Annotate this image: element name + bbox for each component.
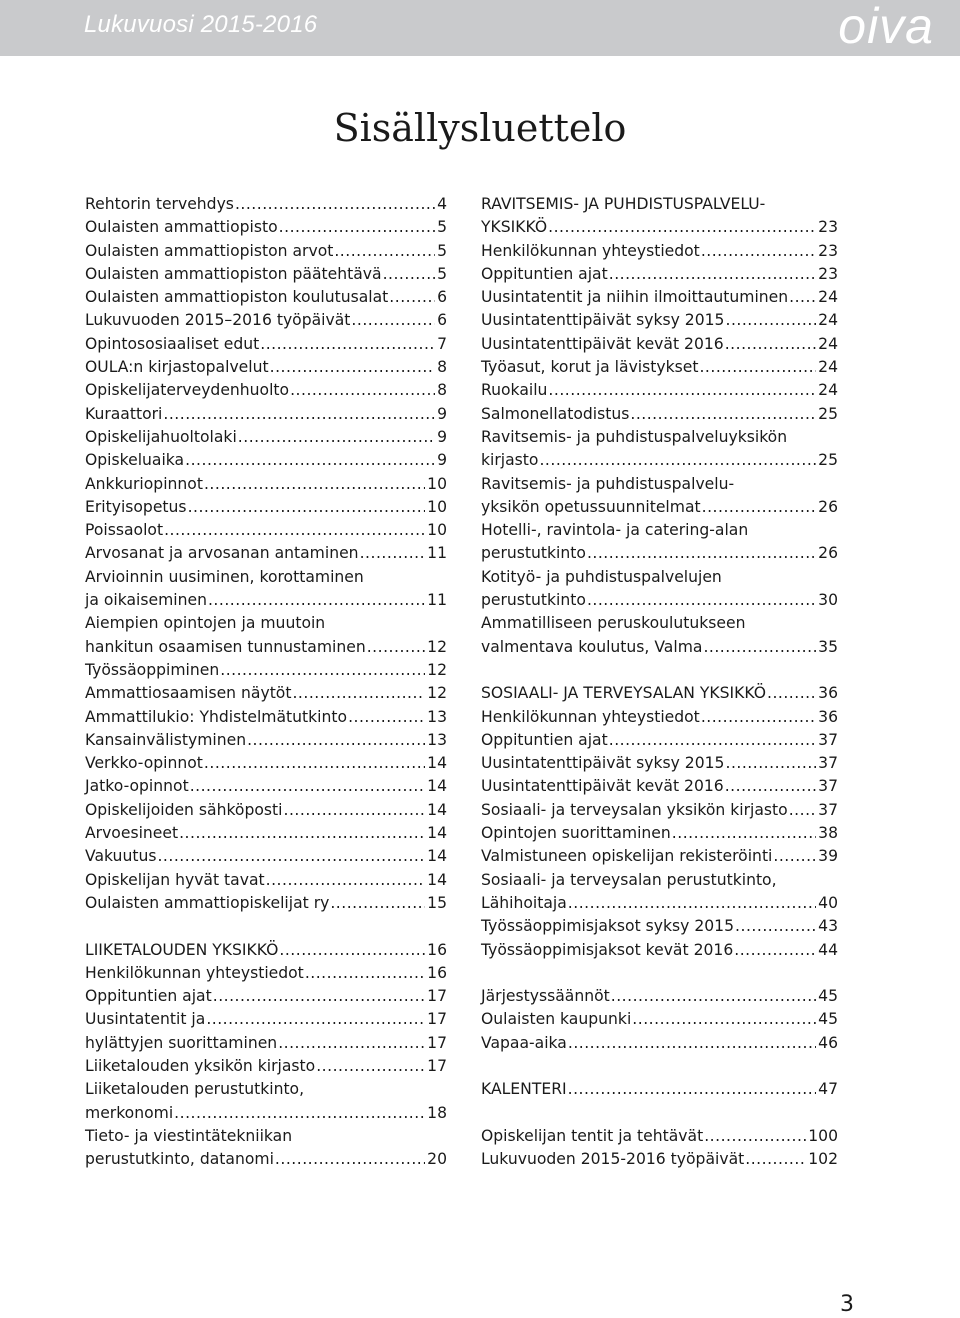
- toc-entry: [85, 682, 447, 705]
- toc-entry-line: Kotityö- ja puhdistuspalvelujen: [481, 567, 722, 586]
- toc-entry-title: Henkilökunnan yhteystiedot: [481, 241, 700, 260]
- toc-entry-title: Poissaolot: [85, 521, 164, 540]
- toc-leader-dots: [609, 729, 816, 752]
- toc-entry-page: 5: [437, 241, 447, 260]
- toc-entry-line: Aiempien opintojen ja muutoin: [85, 614, 326, 633]
- toc-entry-title: Arvoesineet: [85, 824, 179, 843]
- toc-entry: [481, 1032, 838, 1055]
- toc-leader-dots: [185, 449, 435, 472]
- toc-entry-page: 40: [818, 893, 838, 912]
- toc-entry-page: 7: [437, 334, 447, 353]
- toc-entry-title: Erityisopetus: [85, 497, 187, 516]
- toc-entry-page: 37: [818, 754, 838, 773]
- toc-leader-dots: [213, 985, 425, 1008]
- toc-entry-title: Vakuutus: [85, 847, 157, 866]
- toc-entry-title: Uusintatenttipäivät syksy 2015: [481, 311, 725, 330]
- toc-leader-dots: [548, 379, 816, 402]
- toc-entry: [85, 1102, 447, 1125]
- toc-spacer: [481, 659, 838, 682]
- toc-leader-dots: [275, 1148, 425, 1171]
- toc-leader-dots: [548, 216, 816, 239]
- toc-entry-page: 16: [427, 940, 447, 959]
- toc-entry-title: merkonomi: [85, 1103, 174, 1122]
- toc-entry-title: OULA:n kirjastopalvelut: [85, 358, 269, 377]
- toc-entry: [85, 333, 447, 356]
- toc-entry-page: 12: [427, 684, 447, 703]
- toc-entry: [85, 356, 447, 379]
- toc-leader-dots: [290, 379, 435, 402]
- toc-entry: [481, 286, 838, 309]
- toc-entry: [85, 1008, 447, 1031]
- toc-entry-line: Liiketalouden perustutkinto,: [85, 1080, 305, 1099]
- toc-leader-dots: [568, 1032, 816, 1055]
- toc-entry: [481, 216, 838, 239]
- toc-entry-line: Sosiaali- ja terveysalan perustutkinto,: [481, 870, 777, 889]
- toc-leader-dots: [351, 309, 435, 332]
- toc-leader-dots: [568, 892, 816, 915]
- toc-leader-dots: [611, 985, 816, 1008]
- toc-entry: [85, 729, 447, 752]
- toc-entry: [85, 752, 447, 775]
- toc-entry: [481, 892, 838, 915]
- toc-entry: [85, 962, 447, 985]
- toc-entry-title: SOSIAALI- JA TERVEYSALAN YKSIKKÖ: [481, 684, 766, 703]
- toc-entry-page: 47: [818, 1080, 838, 1099]
- toc-entry-page: 10: [427, 497, 447, 516]
- toc-leader-dots: [389, 286, 435, 309]
- toc-entry: [481, 589, 838, 612]
- toc-entry: [481, 682, 838, 705]
- page-header: [0, 0, 960, 56]
- toc-leader-dots: [701, 240, 816, 263]
- toc-entry-title: Kuraattori: [85, 404, 163, 423]
- toc-entry-title: KALENTERI: [481, 1080, 567, 1099]
- toc-entry-page: 100: [808, 1126, 838, 1145]
- toc-entry-title: Henkilökunnan yhteystiedot: [85, 963, 304, 982]
- toc-leader-dots: [316, 1055, 425, 1078]
- toc-entry-page: 26: [818, 544, 838, 563]
- toc-entry: [481, 636, 838, 659]
- toc-entry-title: Ammattilukio: Yhdistelmätutkinto: [85, 707, 348, 726]
- toc-leader-dots: [539, 449, 816, 472]
- toc-entry-title: Oppituntien ajat: [85, 987, 212, 1006]
- toc-entry-title: Opiskelijan hyvät tavat: [85, 870, 265, 889]
- toc-entry-page: 37: [818, 730, 838, 749]
- toc-entry: [85, 216, 447, 239]
- toc-leader-dots: [745, 1148, 806, 1171]
- toc-entry-title: Salmonellatodistus: [481, 404, 630, 423]
- toc-entry-page: 14: [427, 847, 447, 866]
- toc-entry: [481, 403, 838, 426]
- toc-entry-page: 5: [437, 218, 447, 237]
- toc-leader-dots: [701, 706, 816, 729]
- toc-entry-title: Lukuvuoden 2015–2016 työpäivät: [85, 311, 351, 330]
- toc-entry: [85, 822, 447, 845]
- toc-entry-page: 4: [437, 195, 447, 213]
- toc-leader-dots: [334, 240, 435, 263]
- toc-entry: [85, 775, 447, 798]
- toc-leader-dots: [734, 939, 816, 962]
- toc-entry: [85, 636, 447, 659]
- toc-spacer: [85, 915, 447, 938]
- toc-entry-page: 36: [818, 684, 838, 703]
- toc-leader-dots: [367, 636, 425, 659]
- toc-spacer: [481, 962, 838, 985]
- toc-entry-title: Lähihoitaja: [481, 893, 567, 912]
- toc-leader-dots: [702, 496, 817, 519]
- toc-entry: [85, 939, 447, 962]
- toc-leader-dots: [179, 822, 425, 845]
- toc-entry-title: ja oikaiseminen: [85, 591, 207, 610]
- toc-entry-page: 23: [818, 264, 838, 283]
- toc-entry-page: 37: [818, 777, 838, 796]
- toc-entry: [481, 729, 838, 752]
- toc-entry: [85, 985, 447, 1008]
- toc-entry-page: 44: [818, 940, 838, 959]
- toc-leader-dots: [278, 1032, 425, 1055]
- toc-leader-dots: [704, 1125, 806, 1148]
- toc-entry-page: 36: [818, 707, 838, 726]
- toc-entry-title: Uusintatentit ja: [85, 1010, 206, 1029]
- toc-entry-page: 8: [437, 381, 447, 400]
- toc-entry: [85, 240, 447, 263]
- header-year-label: Lukuvuosi 2015-2016: [84, 11, 318, 38]
- toc-entry: [481, 706, 838, 729]
- toc-entry-title: Työssäoppiminen: [85, 660, 220, 679]
- toc-leader-dots: [789, 286, 816, 309]
- toc-entry-page: 25: [818, 404, 838, 423]
- toc-entry: [85, 845, 447, 868]
- toc-leader-dots: [568, 1078, 817, 1101]
- toc-entry-title: Opiskelijahuoltolaki: [85, 427, 237, 446]
- toc-leader-dots: [270, 356, 435, 379]
- toc-entry: [85, 309, 447, 332]
- toc-entry-page: 23: [818, 241, 838, 260]
- toc-leader-dots: [672, 822, 816, 845]
- toc-leader-dots: [188, 496, 426, 519]
- toc-entry: [481, 752, 838, 775]
- toc-leader-dots: [279, 216, 435, 239]
- toc-entry-title: Työssäoppimisjaksot kevät 2016: [481, 940, 734, 959]
- toc-entry-title: perustutkinto: [481, 591, 586, 610]
- toc-entry-title: yksikön opetussuunnitelmat: [481, 497, 701, 516]
- toc-entry-title: Lukuvuoden 2015-2016 työpäivät: [481, 1150, 745, 1169]
- toc-entry: [85, 519, 447, 542]
- toc-leader-dots: [330, 892, 425, 915]
- toc-leader-dots: [208, 589, 425, 612]
- toc-entry: [85, 1148, 447, 1171]
- toc-entry-page: 25: [818, 451, 838, 470]
- toc-entry-page: 16: [427, 963, 447, 982]
- toc-entry: [85, 706, 447, 729]
- toc-leader-dots: [725, 333, 816, 356]
- toc-entry: [85, 286, 447, 309]
- toc-entry-page: 6: [437, 288, 447, 307]
- toc-leader-dots: [632, 1008, 816, 1031]
- toc-entry-page: 43: [818, 917, 838, 936]
- toc-leader-dots: [247, 729, 425, 752]
- toc-leader-dots: [587, 589, 816, 612]
- toc-entry-page: 20: [427, 1150, 447, 1169]
- toc-entry: [85, 403, 447, 426]
- toc-entry-title: Uusintatentit ja niihin ilmoittautuminen: [481, 288, 789, 307]
- toc-entry: [85, 799, 447, 822]
- toc-leader-dots: [725, 309, 816, 332]
- toc-entry-line: Hotelli-, ravintola- ja catering-alan: [481, 521, 749, 540]
- toc-entry: [481, 449, 838, 472]
- toc-leader-dots: [260, 333, 435, 356]
- toc-entry-title: valmentava koulutus, Valma: [481, 637, 703, 656]
- toc-entry-title: Ruokailu: [481, 381, 548, 400]
- toc-entry: [481, 356, 838, 379]
- toc-left-column: [85, 193, 447, 1171]
- toc-entry-page: 37: [818, 800, 838, 819]
- toc-entry: [481, 263, 838, 286]
- toc-entry-page: 30: [818, 591, 838, 610]
- toc-entry: [85, 589, 447, 612]
- toc-entry: [481, 915, 838, 938]
- toc-entry-page: 14: [427, 824, 447, 843]
- toc-entry: [85, 379, 447, 402]
- toc-entry-page: 11: [427, 544, 447, 563]
- toc-leader-dots: [383, 263, 436, 286]
- toc-entry-page: 9: [437, 427, 447, 446]
- brand-logo: oiva: [838, 0, 934, 54]
- toc-entry-title: Opiskelijoiden sähköposti: [85, 800, 283, 819]
- toc-entry-page: 26: [818, 497, 838, 516]
- toc-entry-page: 17: [427, 987, 447, 1006]
- toc-entry-title: YKSIKKÖ: [481, 218, 548, 237]
- toc-entry: [481, 775, 838, 798]
- toc-leader-dots: [703, 636, 816, 659]
- toc-entry-title: Jatko-opinnot: [85, 777, 189, 796]
- toc-entry-title: Uusintatenttipäivät kevät 2016: [481, 334, 724, 353]
- toc-entry-line: Tieto- ja viestintätekniikan: [85, 1126, 293, 1145]
- toc-entry: [85, 542, 447, 565]
- toc-entry-title: perustutkinto: [481, 544, 586, 563]
- toc-leader-dots: [279, 939, 425, 962]
- toc-entry-line: Ravitsemis- ja puhdistuspalveluyksikön: [481, 427, 788, 446]
- toc-leader-dots: [238, 426, 435, 449]
- toc-entry-page: 17: [427, 1056, 447, 1075]
- toc-entry: [481, 822, 838, 845]
- toc-entry-page: 13: [427, 730, 447, 749]
- toc-entry-title: Ammattiosaamisen näytöt: [85, 684, 292, 703]
- toc-spacer: [481, 1055, 838, 1078]
- toc-entry-page: 12: [427, 637, 447, 656]
- toc-entry-title: Oulaisten ammattiopisto: [85, 218, 278, 237]
- toc-entry-line: Ravitsemis- ja puhdistuspalvelu-: [481, 474, 735, 493]
- toc-entry-title: Rehtorin tervehdys: [85, 195, 234, 213]
- toc-entry: [85, 892, 447, 915]
- toc-entry-title: Verkko-opinnot: [85, 754, 203, 773]
- toc-entry-page: 24: [818, 358, 838, 377]
- toc-entry-title: Oppituntien ajat: [481, 730, 608, 749]
- toc-entry-page: 102: [808, 1150, 838, 1169]
- toc-entry-title: kirjasto: [481, 451, 539, 470]
- toc-entry: [481, 1008, 838, 1031]
- toc-entry-title: Uusintatenttipäivät syksy 2015: [481, 754, 725, 773]
- toc-entry: [481, 333, 838, 356]
- toc-entry-title: Oulaisten ammattiopiston päätehtävä: [85, 264, 382, 283]
- toc-entry-page: 14: [427, 777, 447, 796]
- toc-entry-title: Työssäoppimisjaksot syksy 2015: [481, 917, 735, 936]
- toc-leader-dots: [204, 473, 425, 496]
- toc-entry-title: Sosiaali- ja terveysalan yksikön kirjasto: [481, 800, 788, 819]
- toc-entry-page: 24: [818, 334, 838, 353]
- toc-entry-page: 12: [427, 660, 447, 679]
- toc-entry-title: hylättyjen suorittaminen: [85, 1033, 278, 1052]
- toc-entry: [481, 799, 838, 822]
- toc-entry-page: 6: [437, 311, 447, 330]
- toc-entry-page: 38: [818, 824, 838, 843]
- toc-entry-page: 13: [427, 707, 447, 726]
- toc-leader-dots: [725, 752, 816, 775]
- toc-entry: [481, 845, 838, 868]
- toc-entry-page: 18: [427, 1103, 447, 1122]
- toc-leader-dots: [348, 706, 425, 729]
- toc-entry-title: Oulaisten ammattiopiston koulutusalat: [85, 288, 389, 307]
- toc-spacer: [481, 1102, 838, 1125]
- toc-entry: [85, 473, 447, 496]
- toc-leader-dots: [587, 542, 816, 565]
- toc-entry-title: Opiskelijan tentit ja tehtävät: [481, 1126, 704, 1145]
- toc-entry: [481, 379, 838, 402]
- toc-entry-page: 46: [818, 1033, 838, 1052]
- toc-leader-dots: [204, 752, 425, 775]
- toc-entry-title: perustutkinto, datanomi: [85, 1150, 274, 1169]
- toc-entry: [481, 985, 838, 1008]
- toc-leader-dots: [767, 682, 816, 705]
- toc-entry-title: Työasut, korut ja lävistykset: [481, 358, 699, 377]
- toc-entry-title: Kansainvälistyminen: [85, 730, 247, 749]
- toc-entry: [85, 496, 447, 519]
- toc-entry-line: Ammatilliseen peruskoulutukseen: [481, 614, 746, 633]
- toc-entry: [85, 263, 447, 286]
- toc-entry-page: 35: [818, 637, 838, 656]
- toc-entry-title: Järjestyssäännöt: [481, 987, 610, 1006]
- toc-entry-page: 14: [427, 800, 447, 819]
- toc-entry-page: 14: [427, 754, 447, 773]
- toc-entry-page: 24: [818, 311, 838, 330]
- toc-leader-dots: [190, 775, 425, 798]
- toc-leader-dots: [735, 915, 816, 938]
- toc-entry: [481, 542, 838, 565]
- toc-leader-dots: [284, 799, 426, 822]
- toc-entry-title: Oulaisten ammattiopiskelijat ry: [85, 893, 330, 912]
- toc-entry-page: 17: [427, 1010, 447, 1029]
- toc-leader-dots: [163, 403, 435, 426]
- toc-entry-page: 5: [437, 264, 447, 283]
- page-title: Sisällysluettelo: [333, 106, 627, 150]
- toc-entry-page: 24: [818, 288, 838, 307]
- toc-entry: [481, 1078, 838, 1101]
- toc-entry-page: 45: [818, 987, 838, 1006]
- toc-entry: [481, 496, 838, 519]
- toc-leader-dots: [630, 403, 816, 426]
- toc-entry-line: Arvioinnin uusiminen, korottaminen: [85, 567, 364, 586]
- toc-entry: [481, 939, 838, 962]
- toc-entry-line: RAVITSEMIS- JA PUHDISTUSPALVELU-: [481, 195, 766, 213]
- toc-entry-page: 10: [427, 474, 447, 493]
- toc-entry-page: 17: [427, 1033, 447, 1052]
- toc-entry-title: Oulaisten kaupunki: [481, 1010, 632, 1029]
- toc-entry-page: 15: [427, 893, 447, 912]
- toc-leader-dots: [699, 356, 816, 379]
- toc-entry-title: Valmistuneen opiskelijan rekisteröinti: [481, 847, 773, 866]
- toc-entry-title: Opiskeluaika: [85, 451, 185, 470]
- toc-entry: [85, 1055, 447, 1078]
- toc-entry-page: 39: [818, 847, 838, 866]
- toc-entry-title: Opintososiaaliset edut: [85, 334, 260, 353]
- toc-entry-page: 8: [437, 358, 447, 377]
- toc-leader-dots: [157, 845, 425, 868]
- toc-entry-page: 10: [427, 521, 447, 540]
- toc-leader-dots: [305, 962, 425, 985]
- toc-leader-dots: [789, 799, 816, 822]
- toc-leader-dots: [609, 263, 816, 286]
- toc-entry: [85, 1032, 447, 1055]
- toc-right-column: [481, 193, 838, 1171]
- toc-entry-page: 14: [427, 870, 447, 889]
- toc-leader-dots: [235, 193, 435, 216]
- toc-entry-title: Oulaisten ammattiopiston arvot: [85, 241, 334, 260]
- toc-leader-dots: [266, 869, 426, 892]
- toc-entry-title: LIIKETALOUDEN YKSIKKÖ: [85, 940, 279, 959]
- toc-entry: [85, 193, 447, 216]
- toc-entry-page: 45: [818, 1010, 838, 1029]
- toc-entry-title: Oppituntien ajat: [481, 264, 608, 283]
- toc-entry-title: Uusintatenttipäivät kevät 2016: [481, 777, 724, 796]
- toc-leader-dots: [220, 659, 425, 682]
- toc-entry-page: 9: [437, 451, 447, 470]
- toc-entry-title: Opintojen suorittaminen: [481, 824, 671, 843]
- page-number: 3: [840, 1292, 854, 1317]
- toc-entry-page: 11: [427, 591, 447, 610]
- toc-entry-page: 9: [437, 404, 447, 423]
- toc-leader-dots: [292, 682, 425, 705]
- toc-entry-title: Liiketalouden yksikön kirjasto: [85, 1056, 316, 1075]
- toc-entry: [85, 659, 447, 682]
- toc-entry-title: Ankkuriopinnot: [85, 474, 203, 493]
- toc-entry: [481, 1148, 838, 1171]
- toc-leader-dots: [206, 1008, 425, 1031]
- toc-leader-dots: [725, 775, 816, 798]
- toc-entry: [481, 240, 838, 263]
- toc-entry-title: Arvosanat ja arvosanan antaminen: [85, 544, 359, 563]
- toc-entry-page: 23: [818, 218, 838, 237]
- toc-entry-title: hankitun osaamisen tunnustaminen: [85, 637, 366, 656]
- toc-leader-dots: [773, 845, 816, 868]
- toc-leader-dots: [164, 519, 425, 542]
- toc-leader-dots: [174, 1102, 425, 1125]
- toc-entry: [481, 1125, 838, 1148]
- toc-entry-title: Henkilökunnan yhteystiedot: [481, 707, 700, 726]
- toc-entry: [85, 869, 447, 892]
- toc-entry-page: 24: [818, 381, 838, 400]
- toc-entry-title: Opiskelijaterveydenhuolto: [85, 381, 290, 400]
- toc-entry-title: Vapaa-aika: [481, 1033, 567, 1052]
- toc-entry: [85, 426, 447, 449]
- toc-entry: [481, 309, 838, 332]
- toc-leader-dots: [360, 542, 426, 565]
- toc-entry: [85, 449, 447, 472]
